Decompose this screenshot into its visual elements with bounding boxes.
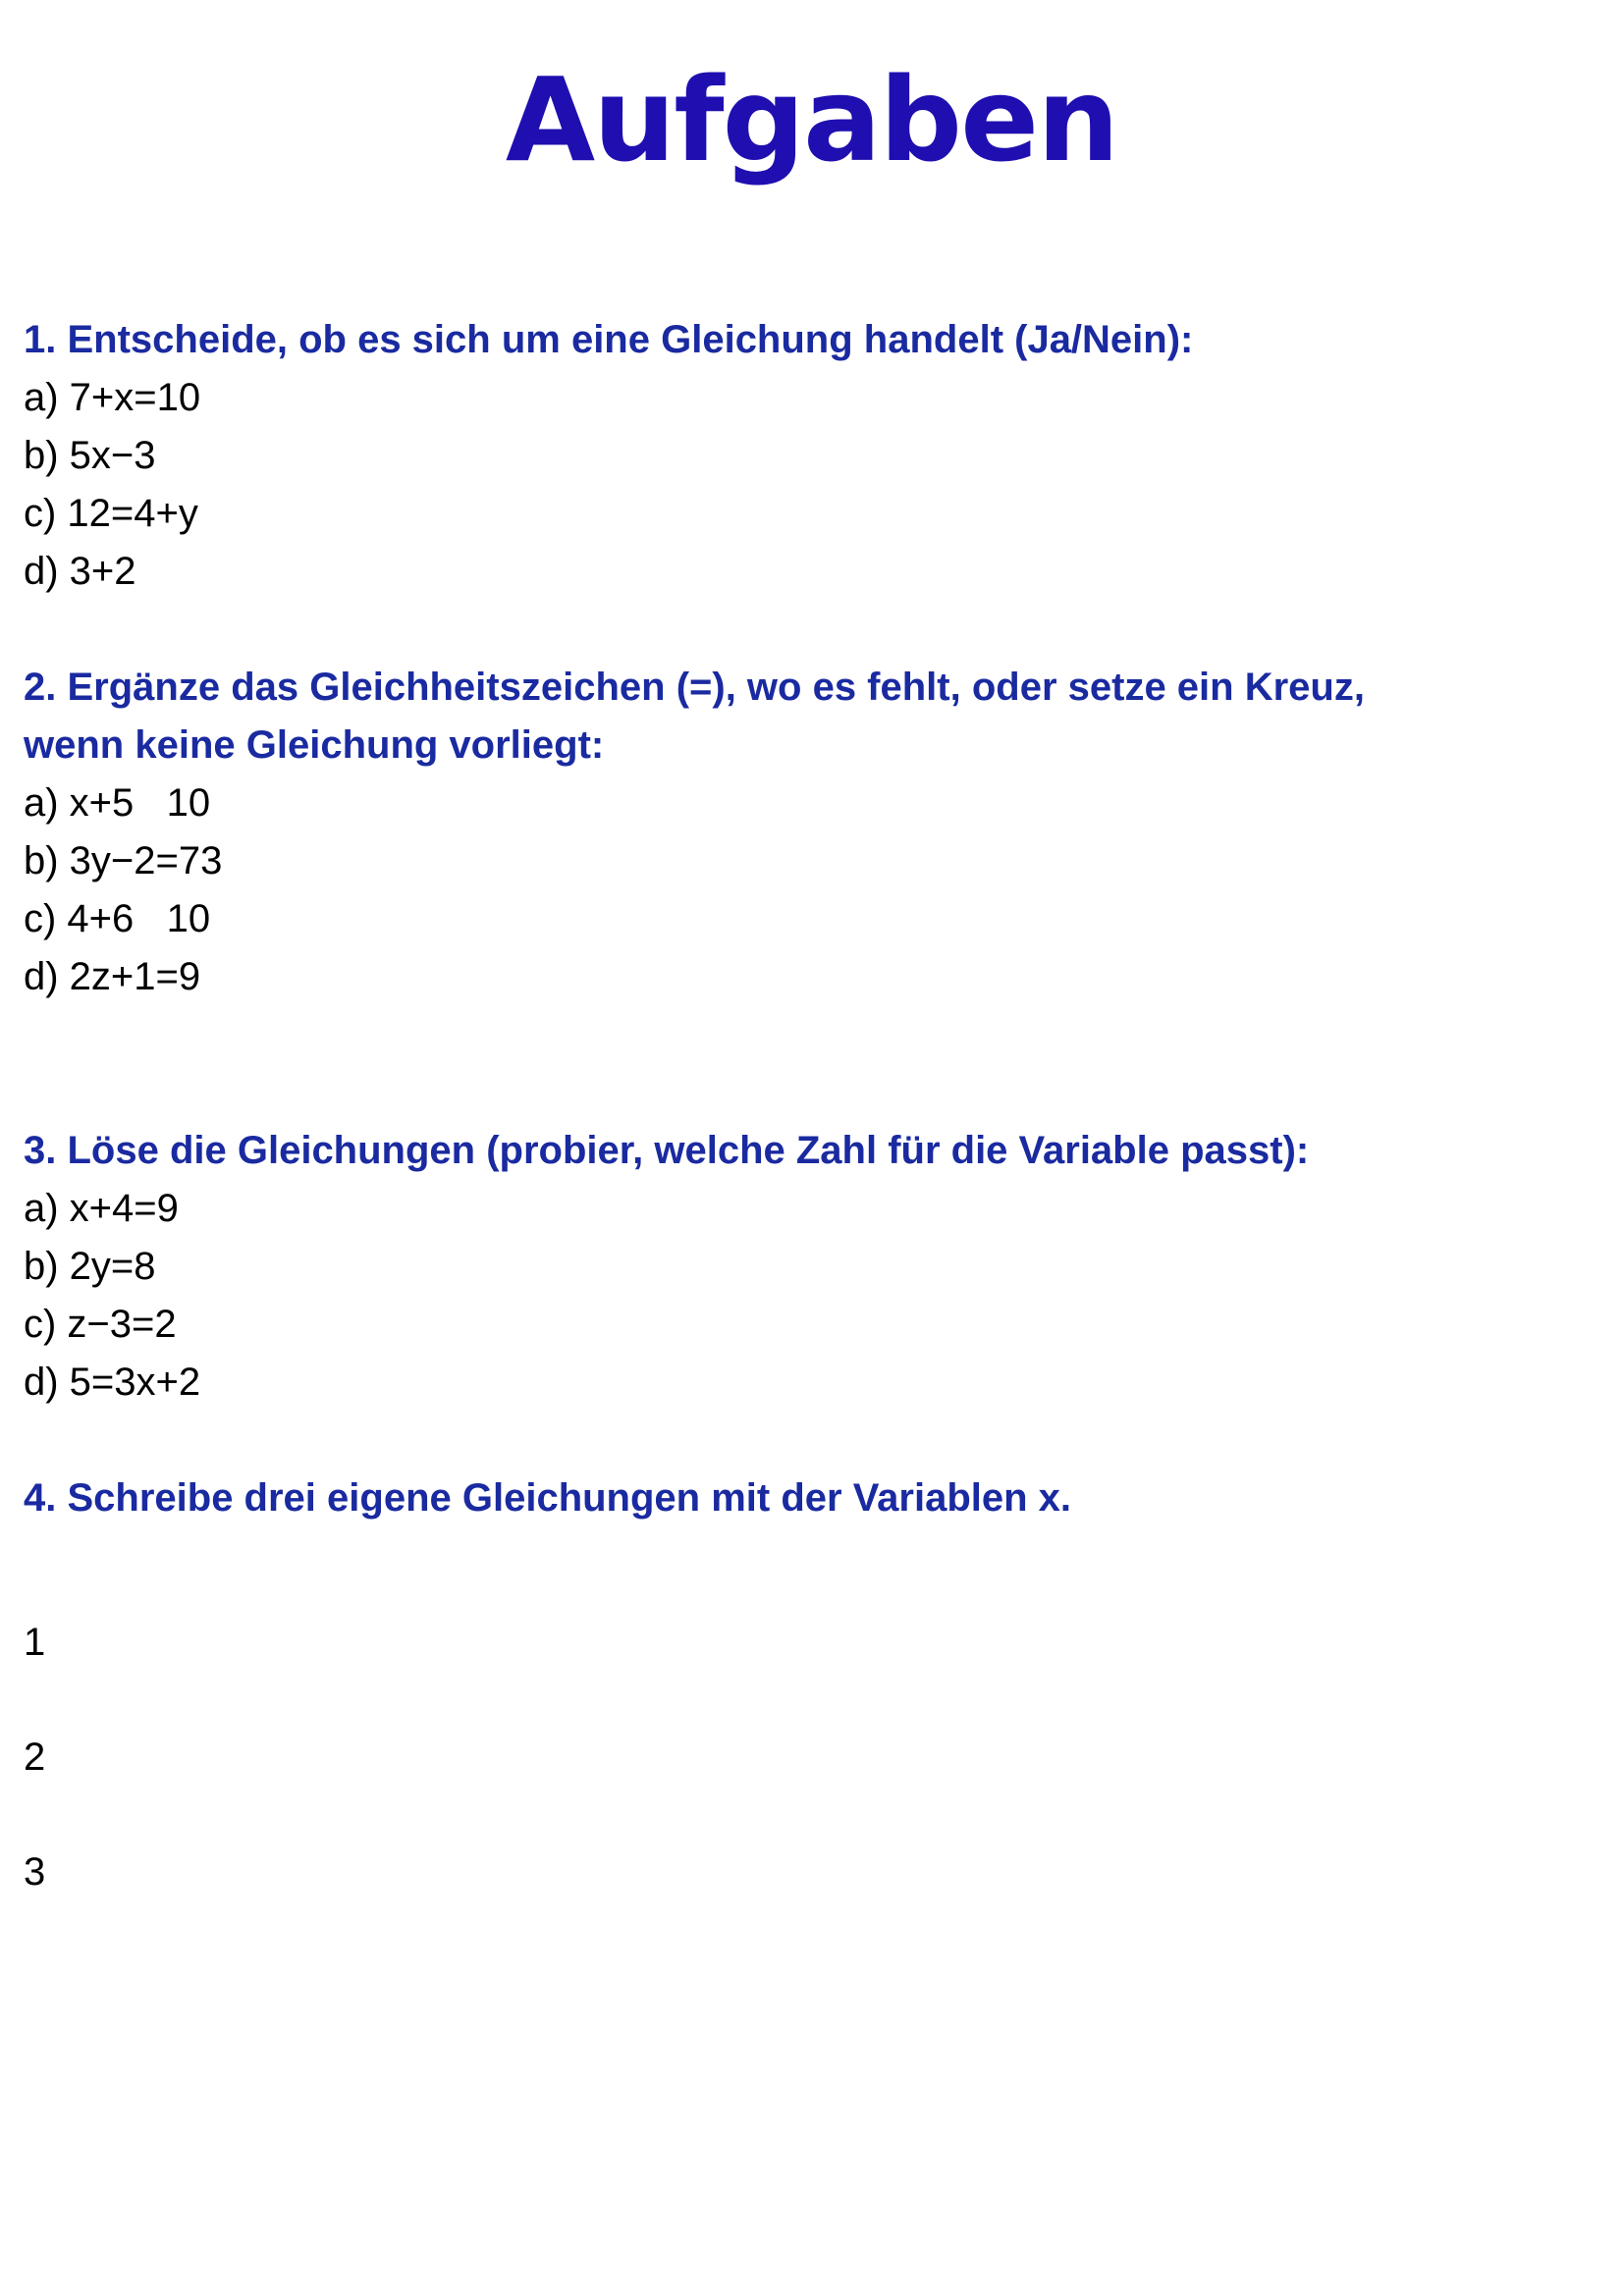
spacer: [24, 1412, 1575, 1469]
task-3-item-d: d) 5=3x+2: [24, 1361, 201, 1404]
page-title: Aufgaben: [505, 52, 1118, 187]
task-2-item-a: a) x+5 10: [24, 781, 211, 825]
task-3-heading: 3. Löse die Gleichungen (probier, welche Zahl für die Variable passt):: [24, 1129, 1310, 1172]
spacer: [24, 1527, 1575, 1614]
spacer: [24, 601, 1575, 659]
task-1-item-c: c) 12=4+y: [24, 492, 198, 535]
task-1-heading: 1. Entscheide, ob es sich um eine Gleichung handelt (Ja/Nein):: [24, 318, 1194, 361]
task-3: [24, 1122, 1575, 1412]
task-4: [24, 1469, 1575, 1958]
task-3-item-c: c) z−3=2: [24, 1303, 177, 1346]
task-2-heading-line-1: 2. Ergänze das Gleichheitszeichen (=), wo es fehlt, oder setze ein Kreuz,: [24, 666, 1365, 709]
answer-line-1: 1: [24, 1621, 46, 1664]
task-1-item-d: d) 3+2: [24, 550, 136, 593]
task-2-item-b: b) 3y−2=73: [24, 839, 223, 882]
worksheet-content: [24, 311, 1575, 1958]
task-2: [24, 659, 1575, 1006]
task-2-heading-line-2: wenn keine Gleichung vorliegt:: [24, 723, 605, 767]
task-4-heading: 4. Schreibe drei eigene Gleichungen mit der Variablen x.: [24, 1476, 1072, 1520]
task-3-item-a: a) x+4=9: [24, 1187, 179, 1230]
task-2-item-c: c) 4+6 10: [24, 897, 211, 940]
spacer: [24, 1006, 1575, 1122]
task-2-item-d: d) 2z+1=9: [24, 955, 201, 998]
task-3-item-b: b) 2y=8: [24, 1245, 156, 1288]
answer-line-2: 2: [24, 1735, 46, 1779]
task-1: [24, 311, 1575, 601]
task-1-item-a: a) 7+x=10: [24, 376, 201, 419]
task-1-item-b: b) 5x−3: [24, 434, 156, 477]
answer-line-3: 3: [24, 1850, 46, 1894]
